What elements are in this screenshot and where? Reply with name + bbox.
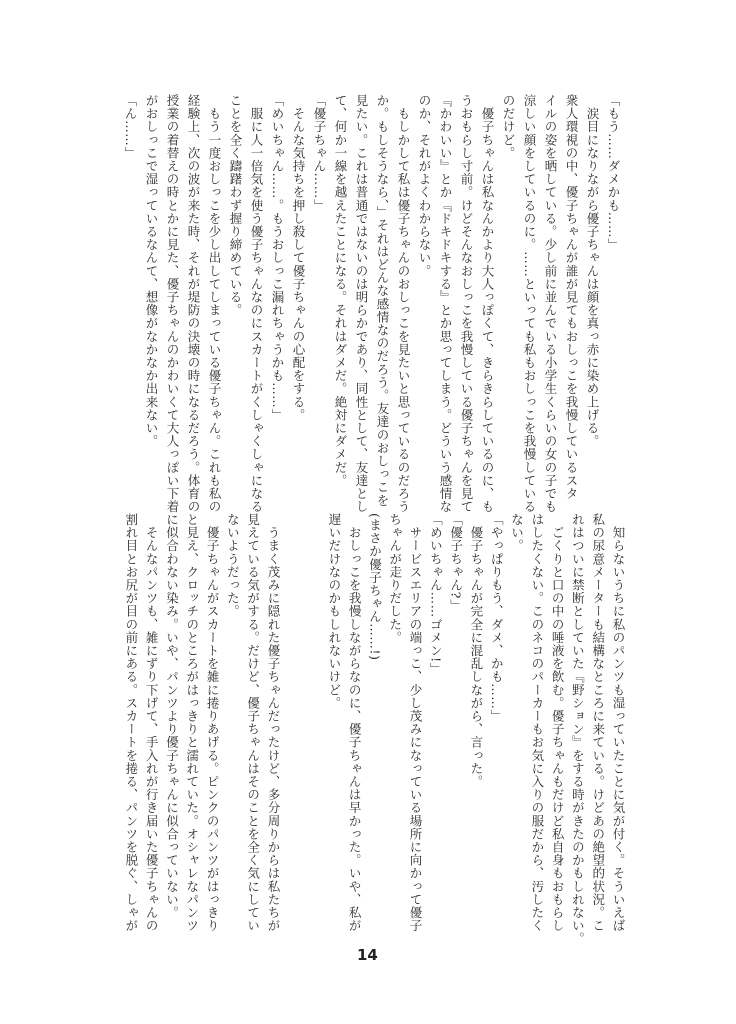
text-line: 涙目になりながら優子ちゃんは顔を真っ赤に染め上げる。 (585, 94, 600, 448)
text-line: 「めいちゃん……ゴメン!」 (428, 513, 444, 676)
text-line: 「優子ちゃん?」 (448, 513, 464, 613)
text-line: ないようだった。 (225, 513, 241, 618)
text-line: イルの姿を晒している。少し前に並んでいる小学生くらいの女の子でも (543, 94, 558, 514)
text-line: もしかして私は優子ちゃんのおしっこを見たいと思っているのだろう (396, 94, 411, 514)
text-line: 私の尿意メーターも結構なところに来ている。けどあの絶望的状況。こ (590, 513, 606, 933)
text-line (303, 513, 323, 943)
text-line: 見たい。これは普通ではないのは明らかであり、同性として、友達とし (354, 94, 369, 514)
text-line (283, 513, 303, 943)
text-line: そんな気持ちを押し殺して優子ちゃんの心配をする。 (291, 94, 306, 422)
text-line: がおしっこで湿っているなんて、想像がなかなか出来ない。 (144, 94, 159, 448)
text-line: 優子ちゃんが完全に混乱しながら、言った。 (468, 513, 484, 789)
text-line: おしっこを我慢しながらなのに、優子ちゃんは早かった。いや、私が (347, 513, 363, 933)
text-line: 『かわいい』とか『ドキドキする』とか思ってしまう。どういう感情な (438, 94, 453, 514)
bottom-text-block (121, 513, 628, 946)
text-line: うまく茂みに隠れた優子ちゃんだったけど、多分周りからは私たちが (265, 513, 281, 933)
text-line: ちゃんが走りだした。 (387, 513, 403, 644)
text-line: ごくりと口の中の唾液を飲む。優子ちゃんもだけど私自身もおもらし (550, 513, 566, 933)
text-line: 「やっぱりもう、ダメ、かも……」 (489, 513, 505, 723)
text-line: れはついに禁断としていた『野ション』をする時がきたのかもしれない。 (570, 513, 586, 946)
text-line: のか、それがよくわからない。 (417, 94, 432, 278)
text-line: て、何か一線を越えたことになる。それはダメだ。絶対にダメだ。 (333, 94, 348, 487)
text-line: に似合わない染み。いや、パンツより優子ちゃんに似合っていない。 (164, 513, 180, 920)
text-line: と見え、クロッチのところがはっきりと濡れていた。オシャレなパンツ (184, 513, 200, 933)
text-line: 「めいちゃん……。もうおしっこ漏れちゃうかも……」 (270, 94, 285, 422)
text-line: 涼しい顔をしているのに。……といっても私もおしっこを我慢している (522, 94, 537, 514)
text-line: ことを全く躊躇わず握り締めている。 (228, 94, 243, 317)
text-line: サービスエリアの端っこ、少し茂みになっている場所に向かって優子 (408, 513, 424, 933)
top-text-block (120, 94, 624, 514)
text-line: のだけど。 (501, 94, 516, 160)
text-line: そんなパンツも、雑にずり下げて、手入れが行き届いた優子ちゃんの (144, 513, 160, 933)
text-line: 知らないうちに私のパンツも湿っていたことに気が付く。そういえば (611, 513, 626, 933)
text-line: もう一度おしっこを少し出してしまっている優子ちゃん。これも私の (207, 94, 222, 514)
text-line: 経験上、次の波が来た時、それが堤防の決壊の時になるだろう。体育の (186, 94, 201, 514)
text-line: 見えている気がする。だけど、優子ちゃんはそのことを全く気にしてい (245, 513, 261, 933)
text-line: 衆人環視の中、優子ちゃんが誰が見てもおしっこを我慢しているスタ (564, 94, 579, 501)
page-number: 14 (357, 946, 378, 964)
text-line: 「もう……ダメかも……」 (606, 94, 621, 252)
text-line: はしたくない。このネコのパーカーもお気に入りの服だから、汚したく (529, 513, 545, 933)
text-line: 優子ちゃんは私なんかより大人っぽくて、きらきらしているのに、も (480, 94, 495, 514)
text-line: (まさか優子ちゃん……!) (367, 513, 383, 661)
text-line: ない。 (509, 513, 525, 553)
text-line: 割れ目とお尻が目の前にある。スカートを捲る、パンツを脱ぐ、しゃが (123, 513, 139, 933)
text-line: 「ん……」 (123, 94, 138, 160)
text-line: 優子ちゃんがスカートを雑に捲りあげる。ピンクのパンツがはっきり (205, 513, 221, 933)
text-line: 服に人一倍気を使う優子ちゃんなのにスカートがくしゃくしゃになる (249, 94, 264, 514)
text-line: か。もしそうなら、」それはどんな感情なのだろう。友達のおしっこを (375, 94, 390, 507)
text-line: 「優子ちゃん……」 (312, 94, 327, 212)
text-line: うおもらし寸前。けどそんなおしっこを我慢している優子ちゃんを見て (459, 94, 474, 514)
text-line: 遅いだけなのかもしれないけど。 (326, 513, 342, 710)
text-line: 授業の着替えの時とかに見た、優子ちゃんのかわいくて大人っぽい下着 (165, 94, 180, 514)
